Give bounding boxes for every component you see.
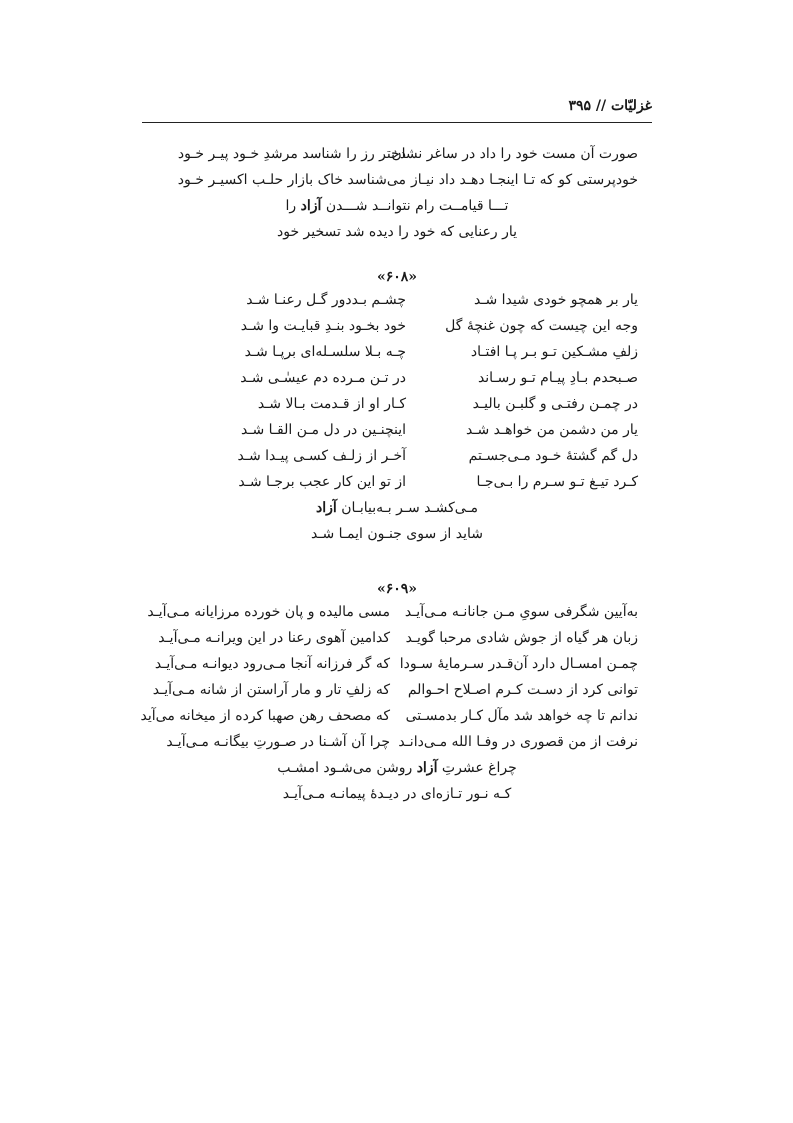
poem-number: «۶۰۸» xyxy=(376,269,418,285)
hemistich-second: از تو این کار عجب برجـا شـد xyxy=(238,474,406,490)
closing-text: روشن می‌شـود امشـب xyxy=(277,760,417,776)
hemistich-first: وجه این چیست که چون غنچهٔ گل xyxy=(445,318,638,334)
couplet xyxy=(142,370,652,396)
closing-line-2: شاید از سوی جنـون ایمـا شـد xyxy=(311,526,483,542)
couplet xyxy=(142,172,652,198)
hemistich-first: دل گم گشتهٔ خـود مـی‌جسـتم xyxy=(468,448,638,464)
hemistich-first: زبان هر گیاه از جوش شادی مرحبا گویـد xyxy=(405,630,638,646)
hemistich-first: چمـن امسـال دارد آن‌قـدر سـرمایهٔ سـودا xyxy=(399,656,638,672)
hemistich-first: زلفِ مشـکین تـو بـر پـا افتـاد xyxy=(470,344,638,360)
hemistich-first: به‌آیین شگرفی سویِ مـن جانانـه مـی‌آیـد xyxy=(404,604,638,620)
hemistich-first: یار من دشمن من خواهـد شـد xyxy=(466,422,638,438)
hemistich-second: که زلفِ تار و مار آراستن از شانه مـی‌آیـد xyxy=(152,682,390,698)
closing-line-1 xyxy=(142,760,652,786)
poem-609 xyxy=(142,568,652,812)
couplet xyxy=(142,708,652,734)
hemistich-first: صـبحدم بـادِ پیـام تـو رسـاند xyxy=(477,370,638,386)
hemistich-first: نرفت از من قصوری در وفـا الله مـی‌دانـد xyxy=(398,734,638,750)
closing-line-1 xyxy=(142,500,652,526)
couplet xyxy=(142,422,652,448)
header-title: غزلیّات // ۳۹۵ xyxy=(568,98,652,114)
couplet xyxy=(142,146,652,172)
hemistich-second: آخـر از زلـف کسـی پیـدا شـد xyxy=(237,448,406,464)
couplet xyxy=(142,656,652,682)
closing-line-1 xyxy=(142,198,652,224)
hemistich-first: صورت آن مست خود را داد در ساغر نشان xyxy=(391,146,638,162)
closing-line-2: یار رعنایی که خود را دیده شد تسخیر خود xyxy=(276,224,518,240)
hemistich-second: مسی مالیده و پان خورده مرزایانه مـی‌آیـد xyxy=(147,604,390,620)
couplet xyxy=(142,396,652,422)
hemistich-second: خود بخـود بنـدِ قبایـت وا شـد xyxy=(240,318,406,334)
hemistich-second: می‌شناسد خاک بازار حلـب اکسیـر خـود xyxy=(177,172,406,188)
poet-pen-name: آزاد xyxy=(316,500,337,516)
couplet xyxy=(142,734,652,760)
hemistich-second: کدامین آهوی رعنا در این ویرانـه مـی‌آیـد xyxy=(158,630,390,646)
couplet xyxy=(142,682,652,708)
hemistich-second: دختر رز را شناسد مرشدِ خـود پیـر خـود xyxy=(177,146,406,162)
hemistich-second: چرا آن آشـنا در صـورتِ بیگانـه مـی‌آیـد xyxy=(166,734,390,750)
running-header xyxy=(142,96,652,123)
hemistich-first: توانی کرد از دسـت کـرم اصـلاح احـوالم xyxy=(407,682,638,698)
closing-line-2: کـه نـور تـازه‌ای در دیـدهٔ پیمانـه مـی‌آیـد xyxy=(282,786,512,802)
hemistich-first: یار بر همچو خودی شیدا شـد xyxy=(474,292,638,308)
hemistich-second: کـار او از قـدمت بـالا شـد xyxy=(257,396,406,412)
poem-608 xyxy=(142,256,652,552)
hemistich-second: اینچنـین در دل مـن القـا شـد xyxy=(241,422,406,438)
closing-text: را xyxy=(285,198,301,214)
poem-number: «۶۰۹» xyxy=(376,581,418,597)
hemistich-first: ندانم تا چه خواهد شد مآل کـار بدمسـتی xyxy=(405,708,638,724)
hemistich-second: که مصحف رهن صهبا کرده از میخانه می‌آید xyxy=(140,708,390,724)
couplet xyxy=(142,604,652,630)
poet-pen-name: آزاد xyxy=(416,760,438,776)
closing-text: چراغ عشرتِ xyxy=(437,760,517,776)
couplet xyxy=(142,318,652,344)
couplet xyxy=(142,292,652,318)
hemistich-first: خودپرستی کو که تـا اینجـا دهـد داد نیـاز xyxy=(411,172,638,188)
couplet xyxy=(142,448,652,474)
hemistich-second: چشـم بـددور گـل رعنـا شـد xyxy=(246,292,406,308)
hemistich-first: کـرد تیـغ تـو سـرم را بـی‌جـا xyxy=(476,474,638,490)
hemistich-second: در تـن مـرده دم عیسٰـی شـد xyxy=(240,370,406,386)
closing-text: تـــا قیامــت رام نتوانــد شـــدن xyxy=(321,198,509,214)
couplet xyxy=(142,474,652,500)
poem-previous xyxy=(142,146,652,250)
hemistich-second: که گر فرزانه آنجا مـی‌رود دیوانـه مـی‌آیـد xyxy=(154,656,390,672)
hemistich-first: در چمـن رفتـی و گلبـن بالیـد xyxy=(472,396,638,412)
poet-pen-name: آزاد xyxy=(300,198,322,214)
closing-text: مـی‌کشـد سـر بـه‌بیابـان xyxy=(336,500,478,516)
couplet xyxy=(142,630,652,656)
hemistich-second: چـه بـلا سلسـله‌ای برپـا شـد xyxy=(244,344,406,360)
couplet xyxy=(142,344,652,370)
